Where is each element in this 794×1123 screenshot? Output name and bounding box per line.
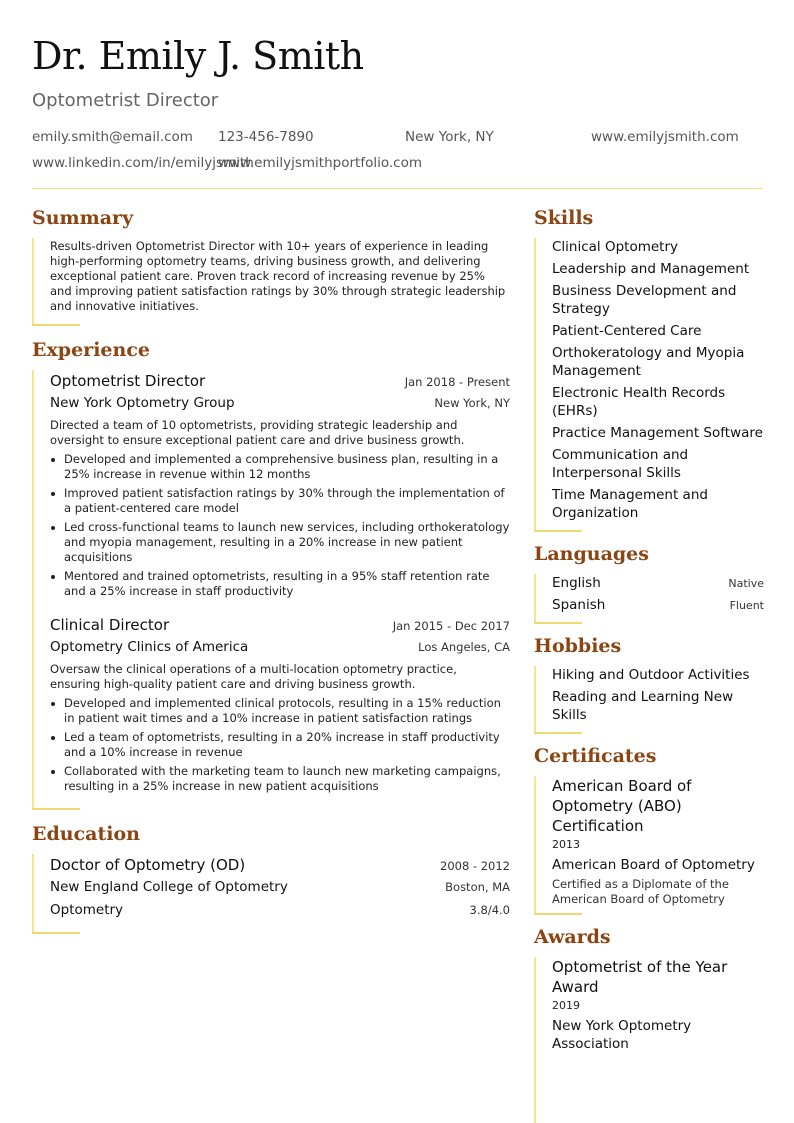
skill-item: Time Management and Organization bbox=[552, 487, 708, 521]
education-heading: Education bbox=[32, 823, 140, 845]
school-name: New England College of Optometry bbox=[50, 879, 288, 895]
education-section bbox=[32, 854, 510, 932]
candidate-name: Dr. Emily J. Smith bbox=[32, 34, 364, 78]
section-divider bbox=[534, 530, 582, 532]
school-location: Boston, MA bbox=[445, 880, 510, 894]
section-divider bbox=[32, 808, 80, 810]
section-divider bbox=[32, 932, 80, 934]
hobby-item: Reading and Learning New Skills bbox=[552, 689, 734, 723]
job-entry bbox=[50, 370, 510, 599]
bullet-item: Led cross-functional teams to launch new services, including orthokeratology and myopia management, resulting in a 20% increase in new patient acquisitions bbox=[50, 520, 510, 565]
skill-item: Orthokeratology and Myopia Management bbox=[552, 345, 745, 379]
job-dates: Jan 2018 - Present bbox=[404, 375, 510, 389]
job-description: Oversaw the clinical operations of a multi-location optometry practice, ensuring high-quality patient care and driving business growth. bbox=[50, 662, 457, 691]
certificates-heading: Certificates bbox=[534, 745, 657, 767]
job-company: New York Optometry Group bbox=[50, 395, 235, 411]
awards-section bbox=[534, 957, 764, 1123]
certificate-name: American Board of Optometry (ABO) Certification bbox=[552, 777, 692, 835]
side-column bbox=[534, 206, 764, 1123]
award-name: Optometrist of the Year Award bbox=[552, 958, 728, 996]
bullet-item: Led a team of optometrists, resulting in a 20% increase in staff productivity and a 10% increase in revenue bbox=[50, 730, 510, 760]
hobbies-heading: Hobbies bbox=[534, 635, 622, 657]
skill-item: Leadership and Management bbox=[552, 261, 750, 277]
hobby-item: Hiking and Outdoor Activities bbox=[552, 667, 750, 683]
header-divider bbox=[32, 188, 762, 189]
skill-item: Practice Management Software bbox=[552, 425, 763, 441]
education-dates: 2008 - 2012 bbox=[440, 859, 510, 873]
experience-section bbox=[32, 370, 510, 808]
language-item bbox=[552, 596, 764, 614]
skill-item: Clinical Optometry bbox=[552, 239, 679, 255]
portfolio-link[interactable]: www.emilyjsmithportfolio.com bbox=[218, 155, 422, 171]
skill-item: Business Development and Strategy bbox=[552, 283, 737, 317]
job-location: New York, NY bbox=[434, 396, 510, 410]
languages-section bbox=[534, 574, 764, 622]
field-of-study: Optometry bbox=[50, 902, 124, 918]
summary-heading: Summary bbox=[32, 207, 134, 229]
degree-title: Doctor of Optometry (OD) bbox=[50, 856, 246, 874]
location-text: New York, NY bbox=[405, 129, 494, 145]
job-location: Los Angeles, CA bbox=[418, 640, 510, 654]
job-title: Clinical Director bbox=[50, 616, 170, 634]
language-level: Native bbox=[728, 577, 764, 590]
job-bullets bbox=[50, 452, 510, 599]
section-divider bbox=[534, 622, 582, 624]
section-divider bbox=[534, 913, 582, 915]
award-year: 2019 bbox=[552, 999, 580, 1012]
phone-text: 123-456-7890 bbox=[218, 129, 314, 145]
certificate-year: 2013 bbox=[552, 838, 580, 851]
language-name: Spanish bbox=[552, 597, 606, 613]
skill-item: Electronic Health Records (EHRs) bbox=[552, 385, 726, 419]
linkedin-link[interactable]: www.linkedin.com/in/emilyjsmith bbox=[32, 155, 254, 171]
job-title: Optometrist Director bbox=[50, 372, 206, 390]
job-bullets bbox=[50, 696, 510, 794]
bullet-item: Mentored and trained optometrists, resulting in a 95% staff retention rate and a 25% increase in staff productivity bbox=[50, 569, 510, 599]
bullet-item: Collaborated with the marketing team to launch new marketing campaigns, resulting in a 25% increase in new patient acquisitions bbox=[50, 764, 510, 794]
skill-item: Patient-Centered Care bbox=[552, 323, 702, 339]
certificate-issuer: American Board of Optometry bbox=[552, 857, 755, 873]
languages-heading: Languages bbox=[534, 543, 649, 565]
section-divider bbox=[534, 732, 582, 734]
award-issuer: New York Optometry Association bbox=[552, 1018, 692, 1052]
language-name: English bbox=[552, 575, 601, 591]
job-company: Optometry Clinics of America bbox=[50, 639, 249, 655]
main-column bbox=[32, 206, 510, 934]
language-item bbox=[552, 574, 764, 592]
awards-heading: Awards bbox=[534, 926, 611, 948]
summary-section bbox=[32, 238, 510, 324]
section-divider bbox=[32, 324, 80, 326]
bullet-item: Developed and implemented clinical protocols, resulting in a 15% reduction in patient wait times and a 10% increase in patient satisfaction ratings bbox=[50, 696, 510, 726]
skills-section bbox=[534, 238, 764, 530]
website-link[interactable]: www.emilyjsmith.com bbox=[591, 129, 739, 145]
language-level: Fluent bbox=[729, 599, 764, 612]
hobbies-section bbox=[534, 666, 764, 732]
gpa-value: 3.8/4.0 bbox=[469, 903, 510, 917]
candidate-role: Optometrist Director bbox=[32, 90, 219, 111]
bullet-item: Developed and implemented a comprehensive business plan, resulting in a 25% increase in revenue within 12 months bbox=[50, 452, 510, 482]
certificate-description: Certified as a Diplomate of the American Board of Optometry bbox=[552, 877, 729, 906]
skill-item: Communication and Interpersonal Skills bbox=[552, 447, 689, 481]
experience-heading: Experience bbox=[32, 339, 150, 361]
job-dates: Jan 2015 - Dec 2017 bbox=[392, 619, 510, 633]
job-entry bbox=[50, 614, 510, 794]
summary-text: Results-driven Optometrist Director with 10+ years of experience in leading high-performing optometry teams, driving business growth, and delivering exceptional patient care. Proven track record of increasing revenue by 25% and improving patient satisfaction ratings by 30% through strategic leadership and innovative initiatives. bbox=[50, 239, 506, 313]
certificates-section bbox=[534, 776, 764, 913]
email-link[interactable]: emily.smith@email.com bbox=[32, 129, 193, 145]
skills-heading: Skills bbox=[534, 207, 594, 229]
bullet-item: Improved patient satisfaction ratings by 30% through the implementation of a patient-centered care model bbox=[50, 486, 510, 516]
job-description: Directed a team of 10 optometrists, providing strategic leadership and oversight to ensure exceptional patient care and drive business growth. bbox=[50, 418, 465, 447]
